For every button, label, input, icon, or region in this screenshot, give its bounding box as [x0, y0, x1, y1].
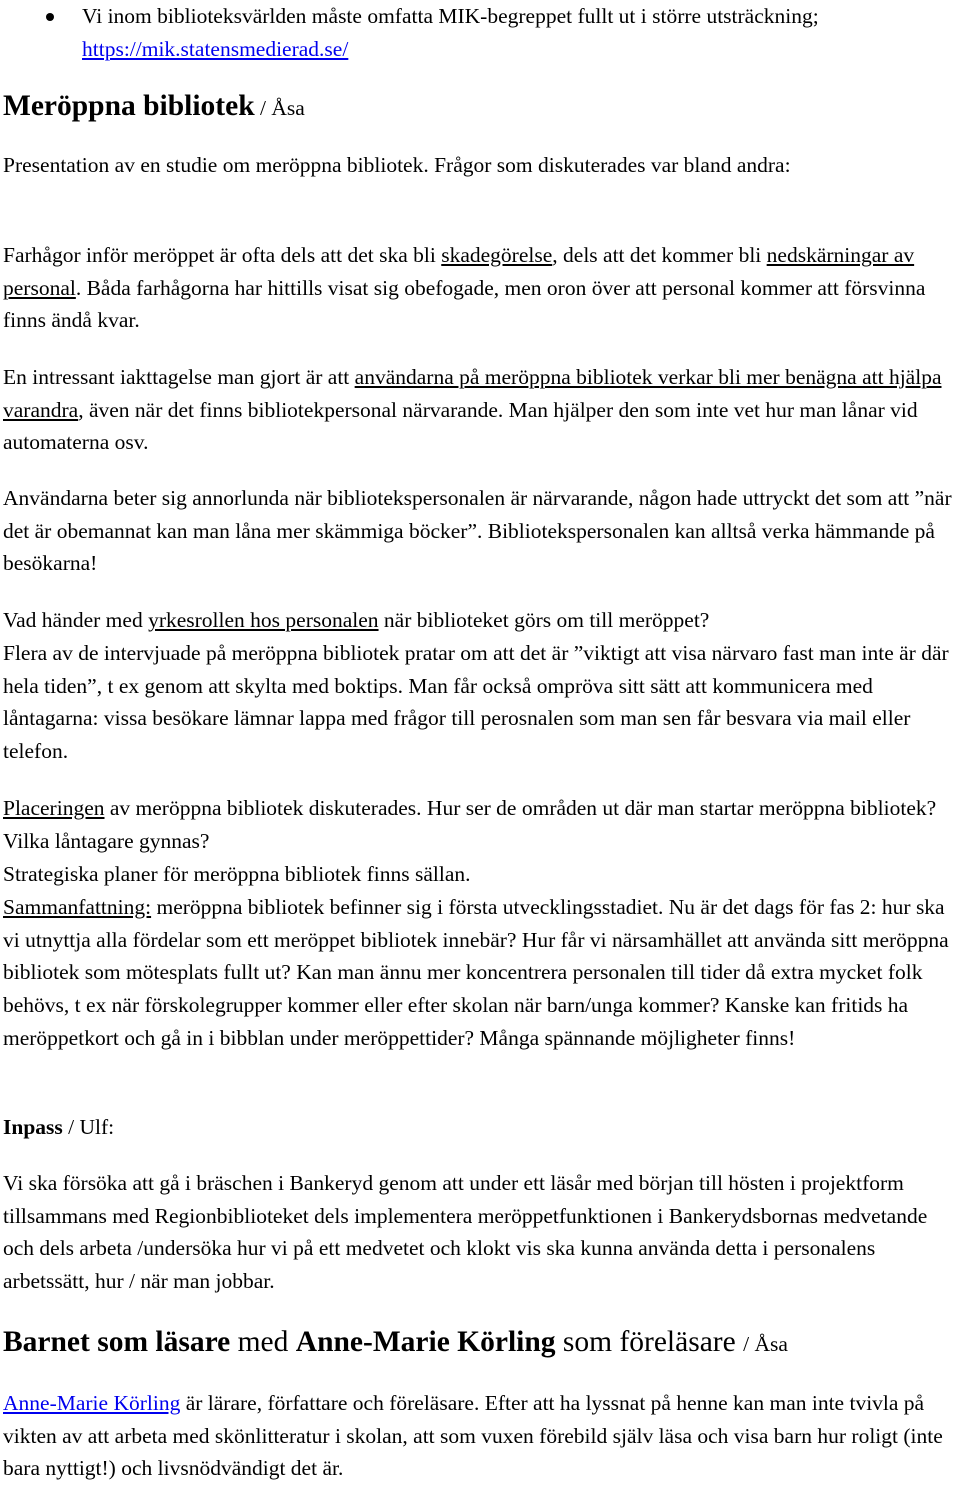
text-run: av meröppna bibliotek diskuterades. Hur ser de områden ut där man startar meröppna bibliotek? Vilka låntagare gynnas? — [3, 796, 937, 853]
mik-link[interactable]: https://mik.statensmedierad.se/ — [82, 36, 349, 61]
heading-author: / Ulf: — [62, 1115, 115, 1139]
paragraph-korling — [3, 1387, 959, 1485]
korling-link[interactable]: Anne-Marie Körling — [3, 1391, 181, 1415]
text-run: . Båda farhågorna har hittills visat sig obefogade, men oron över att personal kommer att försvinna finns ändå kvar. — [3, 275, 926, 333]
paragraph-intervjuade: Flera av de intervjuade på meröppna bibliotek pratar om att det är ”viktigt att visa närvaro fast man inte är där hela tiden”, t ex genom att skylta med boktips. Man får också ompröva sitt sätt att kommunicera med låntagarna: vissa besökare lämnar lappa med frågor till perosnalen som man sen får besvara via mail eller telefon. — [3, 641, 949, 764]
heading-text: med — [230, 1326, 296, 1358]
heading-author: / Åsa — [743, 1332, 788, 1356]
heading-author: / Åsa — [254, 96, 305, 120]
text-run: meröppna bibliotek befinner sig i första utvecklingsstadiet. Nu är det dags för fas 2: hur ska vi utnyttja alla fördelar som ett meröppet bibliotek innebär? Hur får vi närsamhället att använda sitt meröppna bibliotek som mötesplats fullt ut? Kan man ännu mer koncentrera personalen till tider då extra mycket folk behövs, t ex när förskolegrupper kommer eller efter skolan när barn/unga kommer? Kanske kan fritids ha meröppetkort och gå in i bibblan under meröppettider? Många spännande möjligheter finns! — [3, 895, 949, 1050]
underlined-text: Sammanfattning: — [3, 895, 152, 919]
bullet-text — [82, 0, 960, 65]
heading-title: Inpass — [3, 1115, 63, 1139]
section-heading-barnet — [3, 1322, 959, 1367]
paragraph-farhagor — [3, 239, 959, 337]
heading-title: Barnet som läsare — [3, 1326, 231, 1358]
heading-text: som föreläsare — [555, 1326, 744, 1358]
text-run: , dels att det kommer bli — [552, 243, 767, 267]
section-heading-meroppna — [3, 86, 959, 131]
underlined-text: yrkesrollen hos personalen — [148, 608, 379, 632]
paragraph-anvandarna: Användarna beter sig annorlunda när bibliotekspersonalen är närvarande, någon hade uttryckt det som att ”när det är obemannat kan man låna mer skämmiga böcker”. Bibliotekspersonalen kan alltså verka hämmande på besökarna! — [3, 486, 952, 576]
paragraph-strategiska: Strategiska planer för meröppna bibliotek finns sällan. — [3, 862, 471, 886]
text-run: , även när det finns bibliotekpersonal närvarande. Man hjälper den som inte vet hur man lånar vid automaterna osv. — [3, 397, 918, 455]
paragraph-placeringen — [3, 792, 959, 857]
text-run: Vad händer med — [3, 608, 149, 632]
bullet-icon — [46, 13, 54, 21]
text-run: En intressant iakttagelse man gjort är att — [3, 365, 355, 389]
underlined-text: Placeringen — [3, 796, 105, 820]
underlined-text: användarna på meröppna bibliotek verkar bli mer benägna att hjälpa varandra — [3, 365, 942, 422]
paragraph-iakttagelse — [3, 361, 959, 459]
section-heading-inpass — [3, 1111, 959, 1144]
heading-speaker: Anne-Marie Körling — [295, 1326, 556, 1358]
paragraph-bankeryd: Vi ska försöka att gå i bräschen i Bankeryd genom att under ett läsår med början till hösten i projektform tillsammans med Regionbiblioteket dels implementera meröppetfunktionen i Bankerydsbornas medvetande och dels arbeta /undersöka hur vi på ett medvetet och klokt vis ska kunna använda detta i personalens arbetssätt, hur / när man jobbar. — [3, 1171, 928, 1294]
text-run: Farhågor inför meröppet är ofta dels att det ska bli — [3, 243, 442, 267]
paragraph-yrkesrollen — [3, 604, 959, 637]
paragraph-intro: Presentation av en studie om meröppna bibliotek. Frågor som diskuterades var bland andra: — [3, 153, 791, 177]
heading-title: Meröppna bibliotek — [3, 90, 255, 122]
text-run: när biblioteket görs om till meröppet? — [378, 608, 710, 632]
underlined-text: nedskärningar av personal — [3, 243, 915, 300]
bullet-text-content: Vi inom biblioteksvärlden måste omfatta MIK-begreppet fullt ut i större utsträckning; — [82, 4, 819, 28]
underlined-text: skadegörelse — [441, 243, 553, 267]
paragraph-sammanfattning — [3, 891, 959, 1055]
text-run: är lärare, författare och föreläsare. Efter att ha lyssnat på henne kan man inte tvivla på vikten av att arbeta med skönlitteratur i skolan, att som vuxen förebild själv läsa och visa barn hur roligt (inte bara nyttigt!) och livsnödvändigt det är. — [3, 1391, 943, 1481]
